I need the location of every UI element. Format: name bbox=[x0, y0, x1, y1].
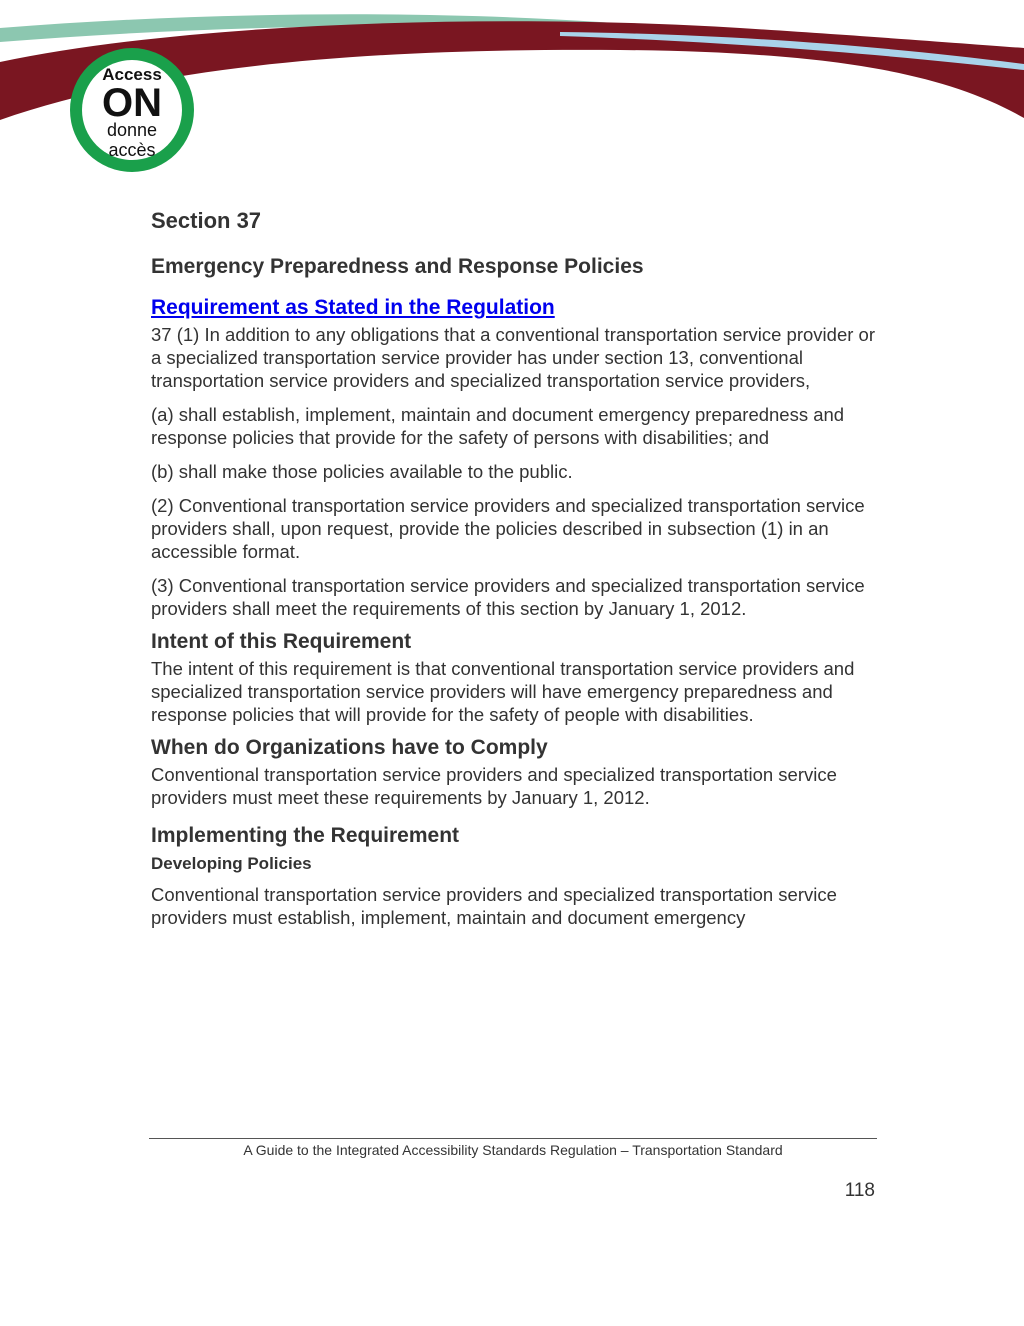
paragraph-37-2: (2) Conventional transportation service providers and specialized transportation service providers shall, upon request, provide the policies described in subsection (1) in an accessible format. bbox=[151, 494, 865, 562]
access-on-logo bbox=[66, 44, 198, 176]
paragraph-37-1-b: (b) shall make those policies available to the public. bbox=[151, 460, 573, 482]
implementing-text: Conventional transportation service providers and specialized transportation service providers must establish, implement, maintain and document emergency bbox=[151, 883, 837, 928]
footer-title: A Guide to the Integrated Accessibility Standards Regulation – Transportation Standard bbox=[243, 1142, 783, 1158]
page-content bbox=[151, 208, 881, 940]
developing-policies-subheading: Developing Policies bbox=[151, 854, 312, 874]
paragraph-37-1: 37 (1) In addition to any obligations that a conventional transportation service provider or a specialized transportation service provider has under section 13, conventional transportation service providers and specialized transportation service providers, bbox=[151, 323, 875, 391]
page-heading: Emergency Preparedness and Response Policies bbox=[151, 255, 644, 279]
logo-line-access: Access bbox=[102, 65, 162, 84]
intent-heading: Intent of this Requirement bbox=[151, 629, 412, 653]
section-title: Section 37 bbox=[151, 208, 262, 233]
requirement-link[interactable]: Requirement as Stated in the Regulation bbox=[151, 295, 555, 319]
logo-line-donne: donne bbox=[106, 120, 158, 140]
paragraph-37-3: (3) Conventional transportation service providers and specialized transportation service providers shall meet the requirements of this section by January 1, 2012. bbox=[151, 574, 865, 619]
logo-line-on: ON bbox=[102, 81, 162, 125]
footer-divider bbox=[149, 1138, 877, 1139]
intent-text: The intent of this requirement is that conventional transportation service providers and specialized transportation service providers will have emergency preparedness and response policies that will provide for the safety of people with disabilities. bbox=[151, 657, 855, 725]
comply-text: Conventional transportation service providers and specialized transportation service providers must meet these requirements by January 1, 2012. bbox=[151, 764, 837, 809]
comply-heading: When do Organizations have to Comply bbox=[151, 735, 548, 759]
implementing-heading: Implementing the Requirement bbox=[151, 824, 460, 848]
page-number: 118 bbox=[844, 1180, 875, 1201]
logo-line-acces: accès bbox=[108, 140, 156, 160]
paragraph-37-1-a: (a) shall establish, implement, maintain and document emergency preparedness and response policies that provide for the safety of persons with disabilities; and bbox=[151, 403, 845, 448]
